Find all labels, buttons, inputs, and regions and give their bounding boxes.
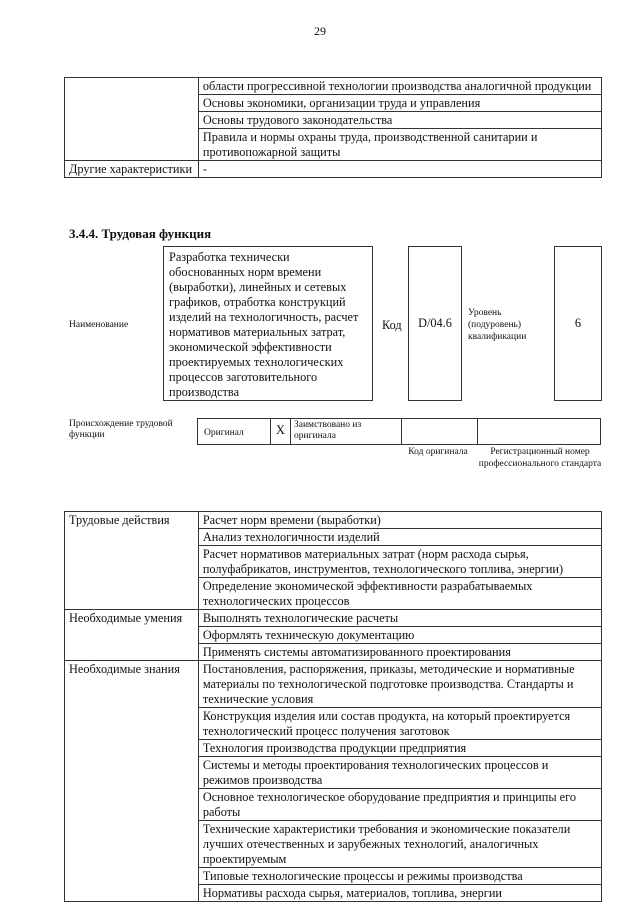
- original-mark: X: [270, 418, 290, 445]
- table-cell: Типовые технологические процессы и режимы производства: [198, 868, 601, 885]
- code-value-box: D/04.6: [408, 246, 462, 401]
- table-cell: Конструкция изделия или состав продукта, на который проектируется технологический процесс получения заготовок: [198, 708, 601, 740]
- table-cell: Анализ технологичности изделий: [198, 529, 601, 546]
- table-row: [65, 610, 602, 627]
- row-label: Другие характеристики: [65, 161, 199, 178]
- table-cell: Технология производства продукции предприятия: [198, 740, 601, 757]
- section-title: 3.4.4. Трудовая функция: [69, 226, 212, 241]
- table-row: [65, 161, 602, 178]
- top-table: [64, 77, 602, 178]
- table-cell: Расчет норм времени (выработки): [198, 512, 601, 529]
- table-cell: Оформлять техническую документацию: [198, 627, 601, 644]
- table-cell: области прогрессивной технологии производства аналогичной продукции: [198, 78, 601, 95]
- row-label: Необходимые умения: [65, 610, 199, 661]
- table-row: [65, 661, 602, 708]
- original-cell: Оригинал: [197, 418, 270, 445]
- reg-number-cell: [477, 418, 601, 445]
- borrowed-cell: Заимствовано из оригинала: [290, 418, 401, 445]
- table-cell: Технические характеристики требования и экономические показатели лучших отечественных и зарубежных технологий, аналогичных проектируемым: [198, 821, 601, 868]
- row-label: Необходимые знания: [65, 661, 199, 902]
- table-cell: Расчет нормативов материальных затрат (норм расхода сырья, полуфабрикатов, инструментов, технологического топлива, энергии): [198, 546, 601, 578]
- function-name-box: Разработка технически обоснованных норм времени (выработки), линейных и сетевых графиков, отработка конструкций изделий на технологичность, расчет нормативов материальных затрат, экономической эффективности проектируемых технологических процессов заготовительного производства: [163, 246, 373, 401]
- reg-number-caption: Регистрационный номер профессионального стандарта: [478, 447, 602, 469]
- level-value-box: 6: [554, 246, 602, 401]
- table-cell: Правила и нормы охраны труда, производственной санитарии и противопожарной защиты: [198, 129, 601, 161]
- table-cell: Основы экономики, организации труда и управления: [198, 95, 601, 112]
- table-cell: Нормативы расхода сырья, материалов, топлива, энергии: [198, 885, 601, 902]
- code-label: Код: [382, 318, 402, 332]
- row-label: Трудовые действия: [65, 512, 199, 610]
- table-cell: Определение экономической эффективности разрабатываемых технологических процессов: [198, 578, 601, 610]
- origin-row: [197, 418, 601, 445]
- table-cell: Применять системы автоматизированного проектирования: [198, 644, 601, 661]
- table-cell: -: [198, 161, 601, 178]
- table-cell: Постановления, распоряжения, приказы, методические и нормативные материалы по технологической подготовке производства. Стандарты и технические условия: [198, 661, 601, 708]
- page-number: 29: [314, 24, 326, 38]
- table-cell: Основы трудового законодательства: [198, 112, 601, 129]
- main-table: [64, 511, 602, 902]
- name-label: Наименование: [69, 320, 129, 330]
- table-cell: Системы и методы проектирования технологических процессов и режимов производства: [198, 757, 601, 789]
- row-label: [65, 78, 199, 161]
- table-cell: Выполнять технологические расчеты: [198, 610, 601, 627]
- table-row: [65, 78, 602, 95]
- level-label: Уровень (подуровень) квалификации: [468, 308, 527, 342]
- code-original-caption: Код оригинала: [408, 447, 468, 457]
- table-row: [65, 512, 602, 529]
- table-cell: Основное технологическое оборудование предприятия и принципы его работы: [198, 789, 601, 821]
- code-original-cell: [401, 418, 477, 445]
- origin-label: Происхождение трудовой функции: [69, 419, 173, 440]
